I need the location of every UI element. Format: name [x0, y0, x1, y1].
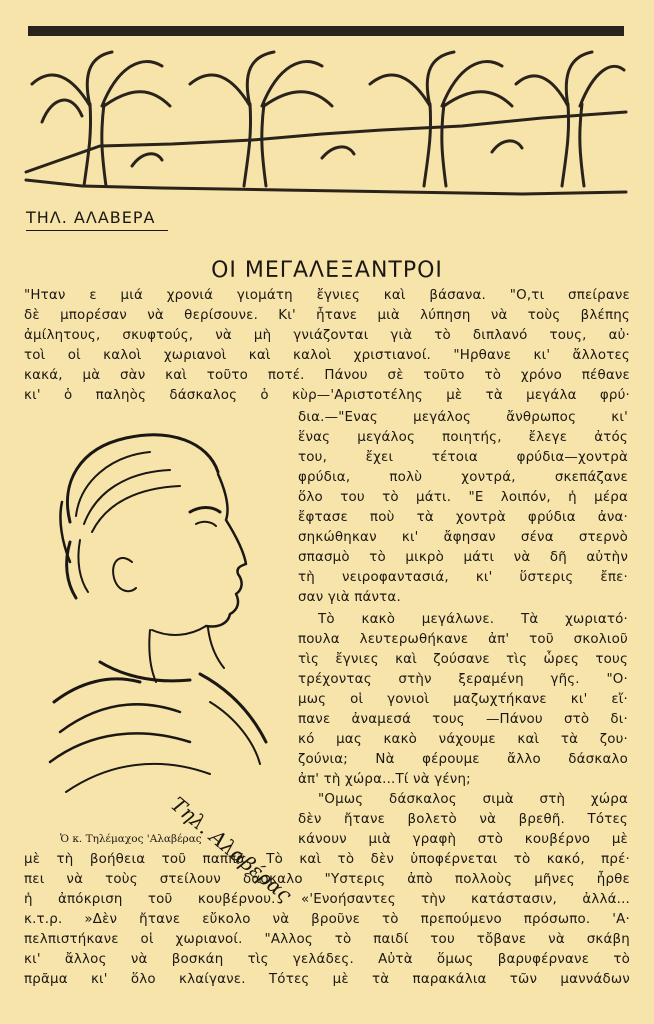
text-line: κ.τ.ρ. »Δὲν ἤτανε εὔκολο νὰ βροῦνε τὸ πρεπούμενο πρόσωπο. 'Α·: [24, 912, 630, 927]
text-line: "Ομως δάσκαλος σιμὰ στὴ χώρα: [318, 792, 628, 807]
text-line: πελπιστήκανε οἱ χωριανοί. "Αλλος τὸ παιδί του τὄβανε νὰ σκάβη: [24, 932, 630, 947]
article-title: ΟΙ ΜΕΓΑΛΕΞΑΝΤΡΟΙ: [211, 258, 443, 283]
text-line: δὲ μπορέσαν νὰ θερίσουνε. Κι' ἦτανε μιὰ λύπηση νὰ τοὺς βλέπης: [24, 308, 630, 323]
text-line: κό μας κακὸ νάχουμε καὶ τὰ ζου·: [298, 732, 628, 747]
tree-ornament-1: [32, 52, 170, 186]
text-line: πανε ἀναμεσά τους —Πάνου στὸ δι·: [298, 712, 628, 727]
text-line: κακά, μὰ σὰν καὶ τοῦτο ποτέ. Πάνου σὲ τοῦτο τὸ χρόνο πέθανε: [24, 368, 630, 383]
text-line: του, ἔχει τέτοια φρύδια—χοντρὰ: [298, 450, 628, 465]
text-line: κι' ἄλλος νὰ βοσκάη τὶς γελάδες. Αὐτὰ ὅμως βαρυφέρνανε τὸ: [24, 952, 630, 967]
text-line: ἔφτασε ποὺ τὰ χοντρὰ φρύδια ἀνα·: [298, 510, 628, 525]
text-line: σηκώθηκαν κι' ἄφησαν σένα στερνὸ: [298, 530, 628, 545]
text-line: ζούνια; Νὰ φέρουμε ἄλλο δάσκαλο: [298, 752, 628, 767]
text-line: σαν γιὰ πάντα.: [298, 590, 401, 605]
text-line: ἡ ἀπόκριση τοῦ κουβέρνου. «'Ενοήσαντες τὴν κατάστασιν, ἀλλά...: [24, 892, 630, 907]
tree-ornament-3: [370, 52, 512, 186]
text-line: τὴ νειροφαντασιά, κι' ὕστερις ἔπε·: [298, 570, 628, 585]
text-line: πουλα λευτερωθήκανε ἀπ' τοῦ σκολιοῦ: [298, 632, 628, 647]
text-line: ἀπ' τὴ χώρα...Τί νὰ γένη;: [298, 772, 471, 787]
banner-top-bar: [28, 26, 624, 36]
text-line: φρύδια, πολὺ χοντρά, σκεπάζανε: [298, 470, 628, 485]
text-line: κάνουν μιὰ γραφὴ στὸ κουβέρνο μὲ: [298, 832, 628, 847]
text-line: ὅλο του τὸ μάτι. "Ε λοιπόν, ἡ μέρα: [298, 490, 628, 505]
text-line: μὲ τὴ βοήθεια τοῦ παππᾶ. Τὸ καὶ τὸ δὲν ὑποφέρνεται τὸ κακό, πρέ·: [24, 852, 630, 867]
text-line: κι' ὁ παληὸς δάσκαλος ὁ κὺρ—'Αριστοτέλης μὲ τὰ μεγάλα φρύ·: [24, 388, 630, 403]
text-line: τρέχοντας στὴν ξεραμένη γῆς. "Ο·: [298, 672, 628, 687]
text-line: μως οἱ γονιοὶ μαζωχτήκανε κι' εἴ·: [298, 692, 628, 707]
text-line: τοὶ οἱ καλοὶ χωριανοὶ καὶ καλοὶ χριστιανοί. "Ηρθανε κι' ἄλλοτες: [24, 348, 630, 363]
artist-signature: Τηλ. Αλαβέρας: [166, 791, 297, 907]
author-underline: [26, 230, 168, 231]
text-line: σπασμὸ τὸ μικρὸ μάτι νὰ δῆ αὐτὴν: [298, 550, 628, 565]
text-line: πρᾶμα κι' ὅλο κλαίγανε. Τότες μὲ τὰ παρακάλια τῶν μαννάδων: [24, 972, 630, 987]
text-line: ἕνας μεγάλος ποιητής, ἔλεγε ἀτός: [298, 430, 628, 445]
text-line: δια.—"Ενας μεγάλος ἄνθρωπος κι': [298, 410, 628, 425]
portrait-caption: Ὁ κ. Τηλέμαχος 'Αλαβέρας: [60, 833, 202, 845]
text-line: τὶς ἔγνιες καὶ ζούσανε τὶς ὧρες τους: [298, 652, 628, 667]
text-line: Τὸ κακὸ μεγάλωνε. Τὰ χωριατό·: [318, 612, 628, 627]
tree-ornament-2: [190, 52, 332, 186]
text-line: δὲν ἤτανε βολετὸ νὰ βρεθῆ. Τότες: [298, 812, 628, 827]
decorative-tree-banner: [22, 26, 628, 196]
author-name: ΤΗΛ. ΑΛΑΒΕΡΑ: [26, 208, 156, 227]
text-line: ἀμίλητους, σκυφτούς, νὰ μὴ γνιάζονται γιὰ τὸ διπλανό τους, αὐ·: [24, 328, 630, 343]
text-line: "Ηταν ε μιά χρονιά γιομάτη ἔγνιες καὶ βάσανα. "Ο,τι σπείρανε: [24, 288, 630, 303]
text-line: πει νὰ τοὺς στείλουν δάσκαλο "Υστερις ἀπὸ πολλοὺς μῆνες ἦρθε: [24, 872, 630, 887]
